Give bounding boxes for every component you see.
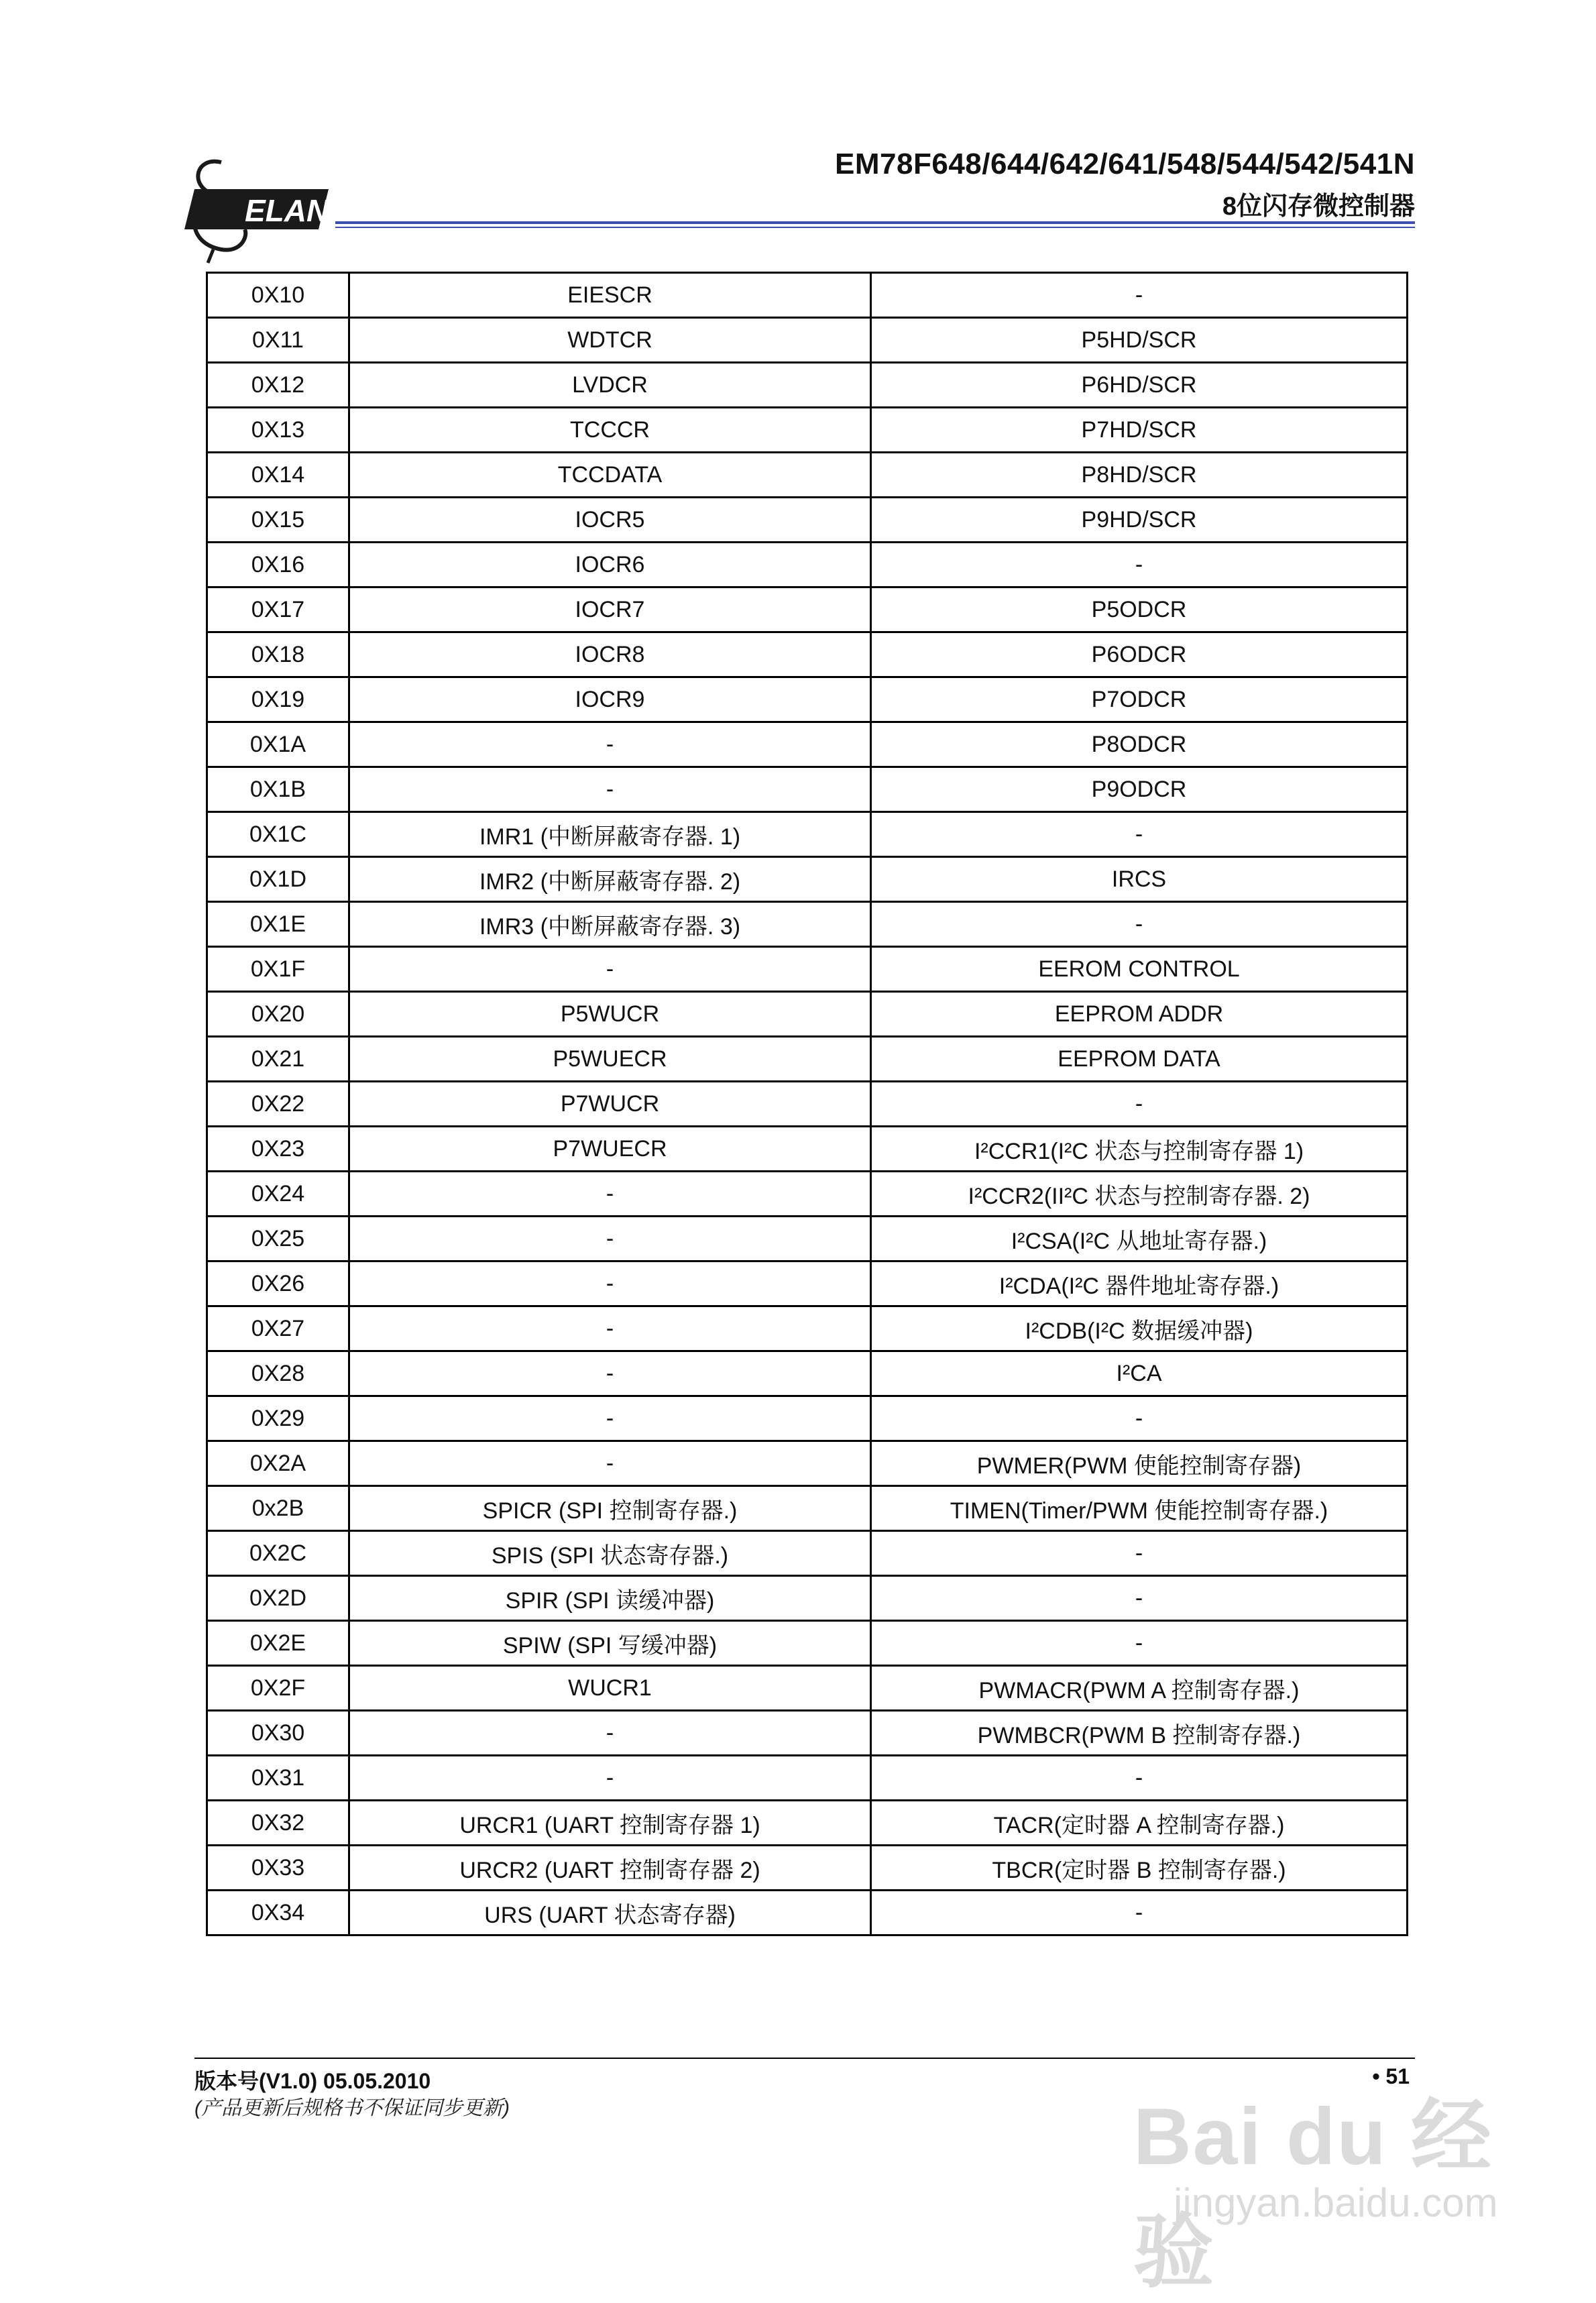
register-a-cell: LVDCR bbox=[349, 363, 871, 408]
register-b-cell: PWMACR(PWM A 控制寄存器.) bbox=[871, 1666, 1408, 1711]
address-cell: 0X1D bbox=[207, 857, 349, 902]
table-row bbox=[207, 857, 1408, 902]
register-b-cell: - bbox=[871, 1082, 1408, 1127]
table-row bbox=[207, 1441, 1408, 1486]
register-a-cell: - bbox=[349, 947, 871, 992]
table-row bbox=[207, 1261, 1408, 1306]
table-row bbox=[207, 1037, 1408, 1082]
doc-subtitle: 8位闪存微控制器 bbox=[1222, 192, 1415, 221]
table-row bbox=[207, 677, 1408, 722]
address-cell: 0X14 bbox=[207, 453, 349, 498]
address-cell: 0X15 bbox=[207, 498, 349, 543]
address-cell: 0X33 bbox=[207, 1846, 349, 1891]
register-b-cell: P9HD/SCR bbox=[871, 498, 1408, 543]
register-b-cell: I²CDB(I²C 数据缓冲器) bbox=[871, 1306, 1408, 1351]
table-row bbox=[207, 722, 1408, 767]
register-a-cell: SPIS (SPI 状态寄存器.) bbox=[349, 1531, 871, 1576]
register-b-cell: EEPROM DATA bbox=[871, 1037, 1408, 1082]
register-a-cell: P5WUCR bbox=[349, 992, 871, 1037]
register-a-cell: WUCR1 bbox=[349, 1666, 871, 1711]
register-b-cell: - bbox=[871, 1396, 1408, 1441]
table-row bbox=[207, 543, 1408, 587]
register-b-cell: P6ODCR bbox=[871, 632, 1408, 677]
address-cell: 0X1B bbox=[207, 767, 349, 812]
register-b-cell: - bbox=[871, 812, 1408, 857]
register-b-cell: TBCR(定时器 B 控制寄存器.) bbox=[871, 1846, 1408, 1891]
table-row bbox=[207, 1801, 1408, 1846]
register-a-cell: TCCDATA bbox=[349, 453, 871, 498]
register-b-cell: I²CDA(I²C 器件地址寄存器.) bbox=[871, 1261, 1408, 1306]
table-row bbox=[207, 992, 1408, 1037]
register-a-cell: - bbox=[349, 722, 871, 767]
address-cell: 0X18 bbox=[207, 632, 349, 677]
table-row bbox=[207, 1756, 1408, 1801]
register-b-cell: - bbox=[871, 273, 1408, 318]
register-b-cell: P7ODCR bbox=[871, 677, 1408, 722]
address-cell: 0X25 bbox=[207, 1217, 349, 1261]
address-cell: 0X27 bbox=[207, 1306, 349, 1351]
address-cell: 0X13 bbox=[207, 408, 349, 453]
register-b-cell: I²CSA(I²C 从地址寄存器.) bbox=[871, 1217, 1408, 1261]
table-row bbox=[207, 1082, 1408, 1127]
doc-title: EM78F648/644/642/641/548/544/542/541N bbox=[835, 148, 1415, 180]
register-a-cell: P7WUECR bbox=[349, 1127, 871, 1172]
register-a-cell: SPICR (SPI 控制寄存器.) bbox=[349, 1486, 871, 1531]
register-b-cell: PWMBCR(PWM B 控制寄存器.) bbox=[871, 1711, 1408, 1756]
logo-text: ELAN bbox=[245, 193, 329, 228]
register-a-cell: - bbox=[349, 1711, 871, 1756]
register-a-cell: WDTCR bbox=[349, 318, 871, 363]
register-a-cell: - bbox=[349, 767, 871, 812]
address-cell: 0X2C bbox=[207, 1531, 349, 1576]
register-table-body bbox=[207, 273, 1408, 1935]
register-b-cell: I²CCR1(I²C 状态与控制寄存器 1) bbox=[871, 1127, 1408, 1172]
register-a-cell: SPIW (SPI 写缓冲器) bbox=[349, 1621, 871, 1666]
table-row bbox=[207, 1531, 1408, 1576]
footer-version: 版本号(V1.0) 05.05.2010 bbox=[194, 2069, 431, 2093]
address-cell: 0X2A bbox=[207, 1441, 349, 1486]
register-a-cell: - bbox=[349, 1172, 871, 1217]
register-b-cell: - bbox=[871, 1891, 1408, 1935]
address-cell: 0X2D bbox=[207, 1576, 349, 1621]
address-cell: 0X2E bbox=[207, 1621, 349, 1666]
register-b-cell: - bbox=[871, 902, 1408, 947]
table-row bbox=[207, 1306, 1408, 1351]
address-cell: 0X10 bbox=[207, 273, 349, 318]
address-cell: 0X22 bbox=[207, 1082, 349, 1127]
table-row bbox=[207, 947, 1408, 992]
table-row bbox=[207, 1172, 1408, 1217]
register-b-cell: P9ODCR bbox=[871, 767, 1408, 812]
footer-note: (产品更新后规格书不保证同步更新) bbox=[194, 2097, 510, 2119]
table-row bbox=[207, 1351, 1408, 1396]
register-a-cell: TCCCR bbox=[349, 408, 871, 453]
register-b-cell: TIMEN(Timer/PWM 使能控制寄存器.) bbox=[871, 1486, 1408, 1531]
address-cell: 0X20 bbox=[207, 992, 349, 1037]
table-row bbox=[207, 363, 1408, 408]
register-a-cell: URCR2 (UART 控制寄存器 2) bbox=[349, 1846, 871, 1891]
table-row bbox=[207, 812, 1408, 857]
address-cell: 0X26 bbox=[207, 1261, 349, 1306]
table-row bbox=[207, 318, 1408, 363]
register-b-cell: P8ODCR bbox=[871, 722, 1408, 767]
watermark-brand: Bai du 经验 bbox=[1133, 2092, 1493, 2297]
register-a-cell: IMR1 (中断屏蔽寄存器. 1) bbox=[349, 812, 871, 857]
table-row bbox=[207, 902, 1408, 947]
table-row bbox=[207, 498, 1408, 543]
table-row bbox=[207, 273, 1408, 318]
register-b-cell: P5HD/SCR bbox=[871, 318, 1408, 363]
register-b-cell: - bbox=[871, 1576, 1408, 1621]
register-b-cell: EEPROM ADDR bbox=[871, 992, 1408, 1037]
watermark-url: jingyan.baidu.com bbox=[1174, 2180, 1498, 2225]
register-b-cell: I²CA bbox=[871, 1351, 1408, 1396]
register-b-cell: TACR(定时器 A 控制寄存器.) bbox=[871, 1801, 1408, 1846]
address-cell: 0X1A bbox=[207, 722, 349, 767]
address-cell: 0X21 bbox=[207, 1037, 349, 1082]
address-cell: 0X19 bbox=[207, 677, 349, 722]
register-a-cell: - bbox=[349, 1441, 871, 1486]
register-a-cell: IOCR6 bbox=[349, 543, 871, 587]
address-cell: 0X30 bbox=[207, 1711, 349, 1756]
header-rule bbox=[335, 221, 1415, 224]
register-b-cell: I²CCR2(II²C 状态与控制寄存器. 2) bbox=[871, 1172, 1408, 1217]
register-a-cell: URCR1 (UART 控制寄存器 1) bbox=[349, 1801, 871, 1846]
table-row bbox=[207, 1621, 1408, 1666]
register-b-cell: P7HD/SCR bbox=[871, 408, 1408, 453]
register-b-cell: IRCS bbox=[871, 857, 1408, 902]
register-a-cell: IMR2 (中断屏蔽寄存器. 2) bbox=[349, 857, 871, 902]
register-a-cell: - bbox=[349, 1756, 871, 1801]
table-row bbox=[207, 632, 1408, 677]
register-b-cell: PWMER(PWM 使能控制寄存器) bbox=[871, 1441, 1408, 1486]
address-cell: 0X28 bbox=[207, 1351, 349, 1396]
register-a-cell: - bbox=[349, 1306, 871, 1351]
page-number: • 51 bbox=[1372, 2064, 1410, 2088]
table-row bbox=[207, 1486, 1408, 1531]
register-b-cell: EEROM CONTROL bbox=[871, 947, 1408, 992]
baidu-watermark bbox=[1133, 2039, 1522, 2297]
register-b-cell: - bbox=[871, 1621, 1408, 1666]
register-a-cell: IMR3 (中断屏蔽寄存器. 3) bbox=[349, 902, 871, 947]
register-b-cell: P5ODCR bbox=[871, 587, 1408, 632]
register-a-cell: SPIR (SPI 读缓冲器) bbox=[349, 1576, 871, 1621]
table-row bbox=[207, 1711, 1408, 1756]
register-b-cell: - bbox=[871, 1531, 1408, 1576]
register-a-cell: P5WUECR bbox=[349, 1037, 871, 1082]
table-row bbox=[207, 453, 1408, 498]
address-cell: 0x2B bbox=[207, 1486, 349, 1531]
address-cell: 0X11 bbox=[207, 318, 349, 363]
register-a-cell: P7WUCR bbox=[349, 1082, 871, 1127]
address-cell: 0X12 bbox=[207, 363, 349, 408]
address-cell: 0X1C bbox=[207, 812, 349, 857]
table-row bbox=[207, 1396, 1408, 1441]
table-row bbox=[207, 587, 1408, 632]
address-cell: 0X17 bbox=[207, 587, 349, 632]
register-b-cell: P6HD/SCR bbox=[871, 363, 1408, 408]
register-a-cell: URS (UART 状态寄存器) bbox=[349, 1891, 871, 1935]
address-cell: 0X1E bbox=[207, 902, 349, 947]
table-row bbox=[207, 1666, 1408, 1711]
register-table bbox=[206, 272, 1408, 1936]
address-cell: 0X31 bbox=[207, 1756, 349, 1801]
register-a-cell: - bbox=[349, 1217, 871, 1261]
register-b-cell: P8HD/SCR bbox=[871, 453, 1408, 498]
table-row bbox=[207, 408, 1408, 453]
register-a-cell: - bbox=[349, 1261, 871, 1306]
elan-logo bbox=[181, 149, 342, 266]
table-row bbox=[207, 1576, 1408, 1621]
register-a-cell: IOCR9 bbox=[349, 677, 871, 722]
register-a-cell: IOCR7 bbox=[349, 587, 871, 632]
address-cell: 0X16 bbox=[207, 543, 349, 587]
address-cell: 0X2F bbox=[207, 1666, 349, 1711]
register-a-cell: - bbox=[349, 1396, 871, 1441]
register-b-cell: - bbox=[871, 543, 1408, 587]
register-a-cell: IOCR8 bbox=[349, 632, 871, 677]
address-cell: 0X24 bbox=[207, 1172, 349, 1217]
header-rule-secondary bbox=[335, 227, 1415, 228]
address-cell: 0X1F bbox=[207, 947, 349, 992]
address-cell: 0X34 bbox=[207, 1891, 349, 1935]
table-row bbox=[207, 1217, 1408, 1261]
table-row bbox=[207, 1846, 1408, 1891]
register-b-cell: - bbox=[871, 1756, 1408, 1801]
address-cell: 0X23 bbox=[207, 1127, 349, 1172]
address-cell: 0X32 bbox=[207, 1801, 349, 1846]
table-row bbox=[207, 1127, 1408, 1172]
table-row bbox=[207, 1891, 1408, 1935]
address-cell: 0X29 bbox=[207, 1396, 349, 1441]
table-row bbox=[207, 767, 1408, 812]
register-a-cell: IOCR5 bbox=[349, 498, 871, 543]
register-a-cell: EIESCR bbox=[349, 273, 871, 318]
register-a-cell: - bbox=[349, 1351, 871, 1396]
